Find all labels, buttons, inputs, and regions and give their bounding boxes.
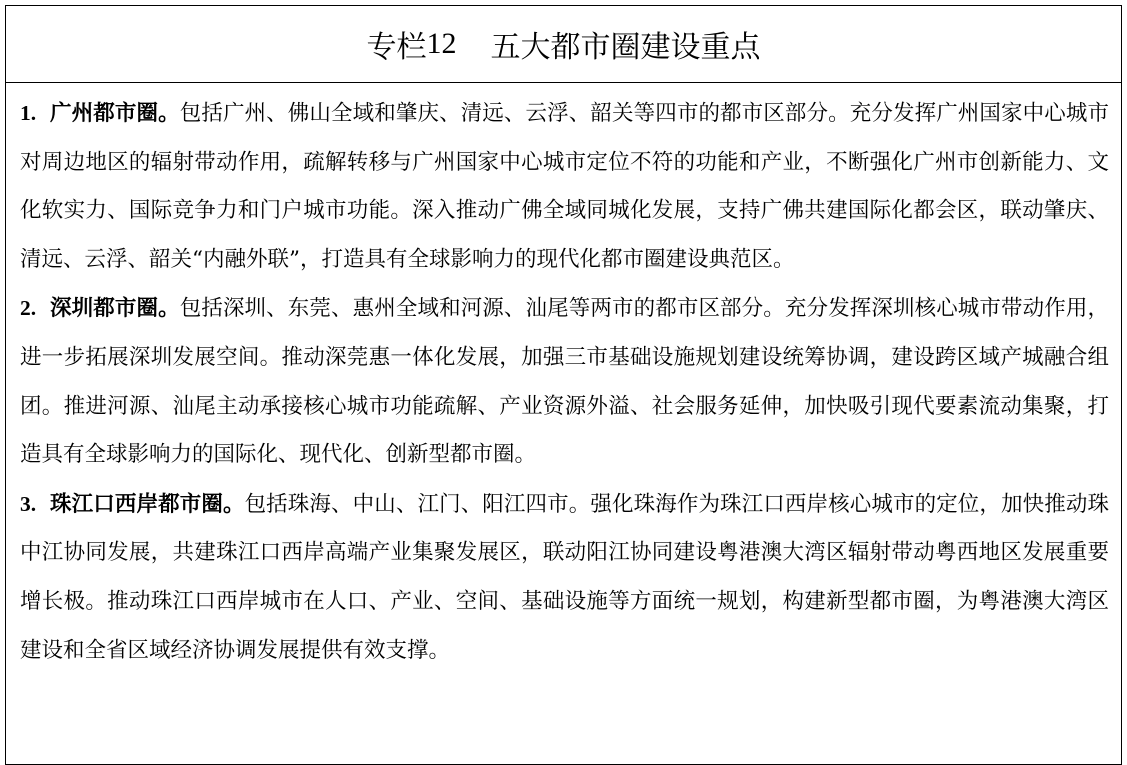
list-item bbox=[20, 480, 1109, 675]
item-index: 2. bbox=[20, 296, 37, 321]
column-box bbox=[5, 5, 1122, 765]
column-title bbox=[6, 6, 1121, 83]
list-item bbox=[20, 284, 1109, 479]
title-text: 五大都市圈建设重点 bbox=[490, 30, 761, 65]
item-index: 3. bbox=[20, 491, 37, 516]
column-content bbox=[6, 83, 1121, 675]
item-body: 包括珠海、中山、江门、阳江四市。强化珠海作为珠江口西岸核心城市的定位，加快推动珠中江协同发展，共建珠江口西岸高端产业集聚发展区，联动阳江协同建设粤港澳大湾区辐射带动粤西地区发展重要增长极。推动珠江口西岸城市在人口、产业、空间、基础设施等方面统一规划，构建新型都市圈，为粤港澳大湾区建设和全省区域经济协调发展提供有效支撑。 bbox=[20, 491, 1109, 663]
title-number: 12 bbox=[426, 27, 457, 60]
item-body: 包括广州、佛山全域和肇庆、清远、云浮、韶关等四市的都市区部分。充分发挥广州国家中心城市对周边地区的辐射带动作用，疏解转移与广州国家中心城市定位不符的功能和产业，不断强化广州市创新能力、文化软实力、国际竞争力和门户城市功能。深入推动广佛全域同城化发展，支持广佛共建国际化都会区，联动肇庆、清远、云浮、韶关“内融外联”，打造具有全球影响力的现代化都市圈建设典范区。 bbox=[20, 101, 1109, 272]
item-heading: 珠江口西岸都市圈。 bbox=[50, 491, 245, 517]
list-item bbox=[20, 89, 1109, 284]
item-heading: 深圳都市圈。 bbox=[50, 296, 180, 322]
item-heading: 广州都市圈。 bbox=[50, 101, 180, 126]
item-index: 1. bbox=[20, 101, 37, 125]
item-body: 包括深圳、东莞、惠州全域和河源、汕尾等两市的都市区部分。充分发挥深圳核心城市带动作用，进一步拓展深圳发展空间。推动深莞惠一体化发展，加强三市基础设施规划建设统筹协调，建设跨区域产城融合组团。推进河源、汕尾主动承接核心城市功能疏解、产业资源外溢、社会服务延伸，加快吸引现代要素流动集聚，打造具有全球影响力的国际化、现代化、创新型都市圈。 bbox=[20, 296, 1109, 468]
title-prefix: 专栏 bbox=[366, 30, 427, 65]
